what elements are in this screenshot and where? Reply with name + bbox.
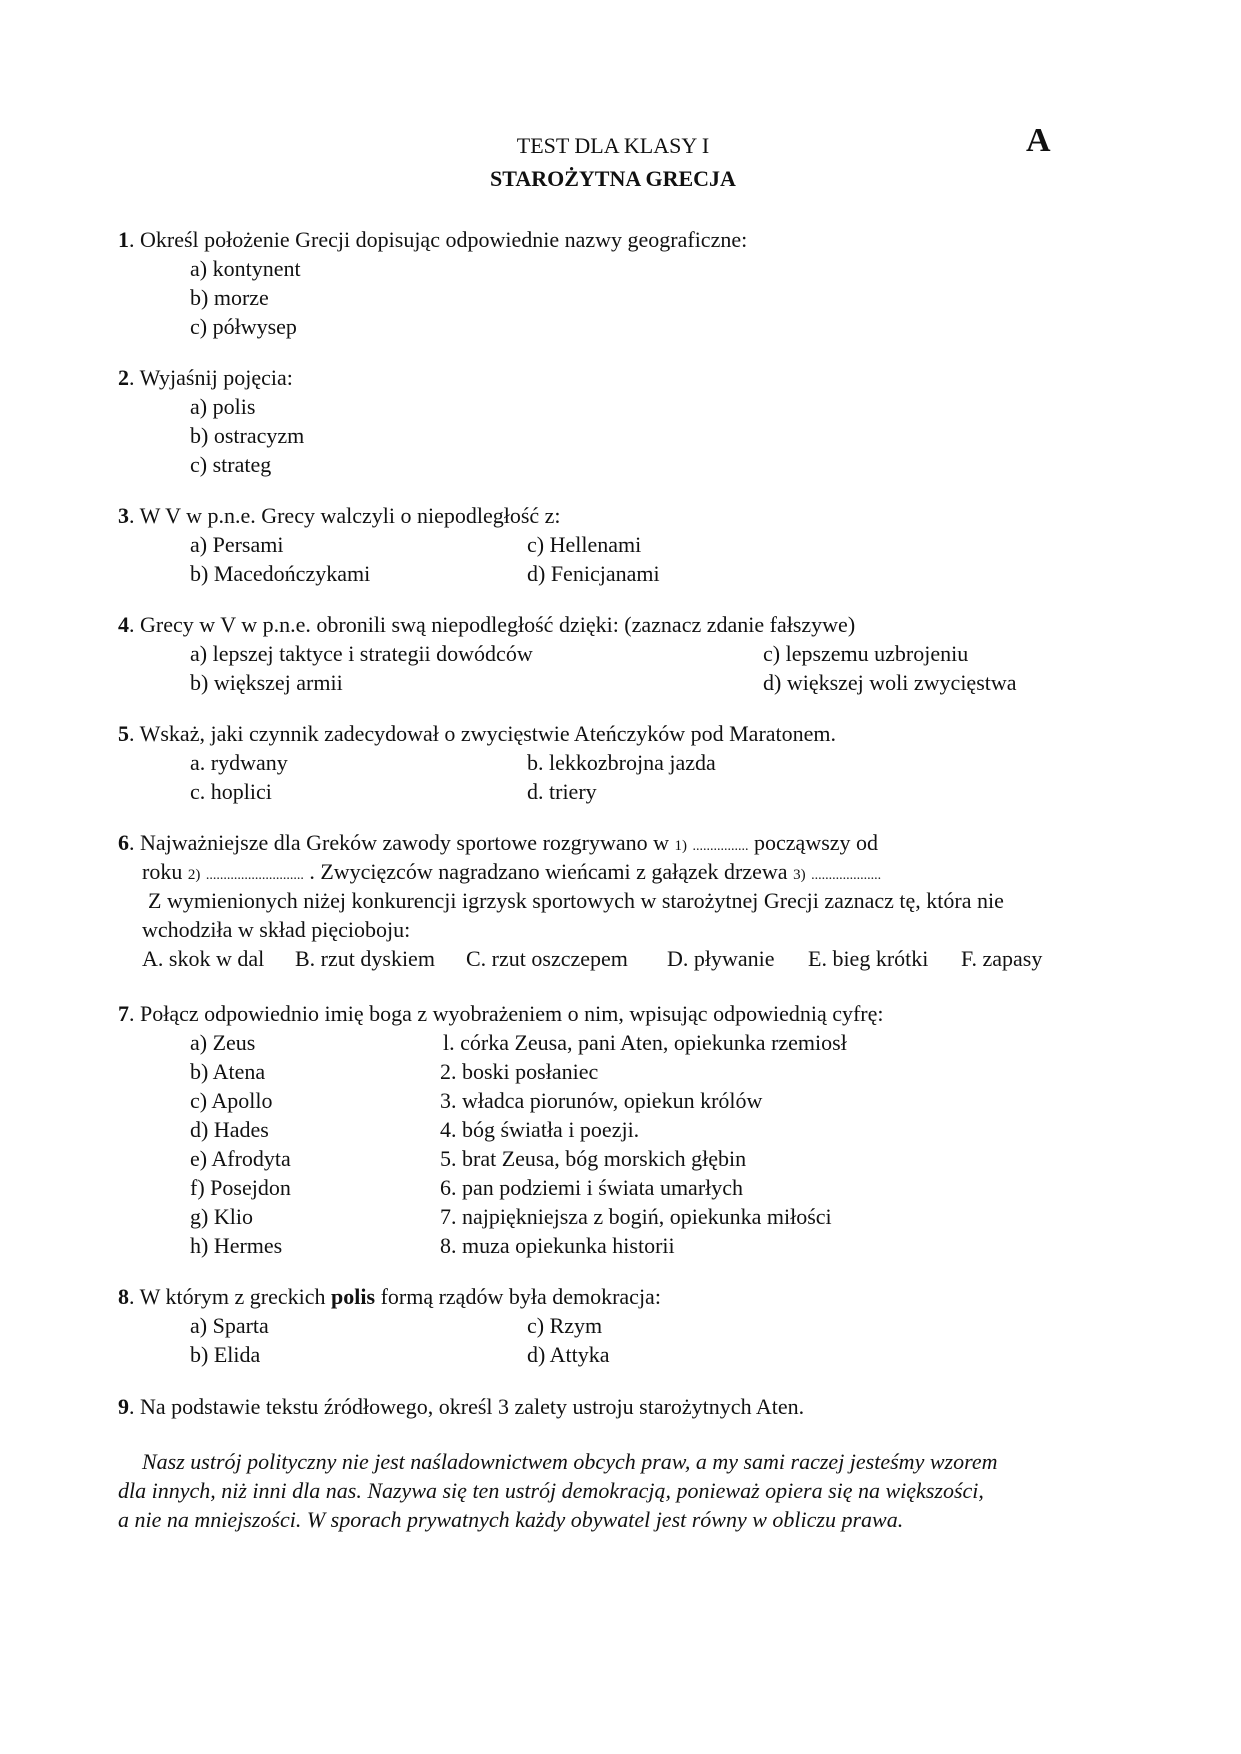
question-number: 9: [118, 1394, 129, 1419]
question-1: [118, 229, 747, 251]
option: b) Macedończykami: [190, 561, 371, 586]
option: b) Elida: [190, 1342, 261, 1367]
answer-gap[interactable]: ................: [692, 839, 749, 854]
god-name: a) Zeus: [190, 1030, 256, 1055]
question-number: 7: [118, 1001, 129, 1026]
option: d) Attyka: [527, 1342, 610, 1367]
gap-number: 1): [674, 838, 688, 854]
option: c) Rzym: [527, 1313, 603, 1338]
option: a) lepszej taktyce i strategii dowódców: [190, 641, 533, 666]
source-text-line: a nie na mniejszości. W sporach prywatnych każdy obywatel jest równy w obliczu prawa.: [118, 1507, 904, 1532]
option: D. pływanie: [667, 946, 775, 971]
question-5: [118, 723, 836, 745]
question-text: . Na podstawie tekstu źródłowego, określ 3 zalety ustroju starożytnych Aten.: [129, 1394, 805, 1419]
option: c. hoplici: [190, 779, 272, 804]
question-4: [118, 614, 855, 636]
option: c) strateg: [190, 452, 272, 477]
god-description: 3. władca piorunów, opiekun królów: [440, 1088, 763, 1113]
question-text: Z wymienionych niżej konkurencji igrzysk sportowych w starożytnej Grecji zaznacz tę, która nie: [148, 888, 1004, 913]
option: a. rydwany: [190, 750, 288, 775]
test-variant: A: [1026, 122, 1051, 159]
option: d) Fenicjanami: [527, 561, 660, 586]
god-name: h) Hermes: [190, 1233, 283, 1258]
question-text: formą rządów była demokracja:: [375, 1284, 661, 1309]
god-description: l. córka Zeusa, pani Aten, opiekunka rzemiosł: [443, 1030, 847, 1055]
question-text: . Określ położenie Grecji dopisując odpowiednie nazwy geograficzne:: [129, 227, 748, 252]
god-name: d) Hades: [190, 1117, 269, 1142]
question-number: 1: [118, 227, 129, 252]
question-number: 3: [118, 503, 129, 528]
question-number: 8: [118, 1284, 129, 1309]
option: a) Persami: [190, 532, 284, 557]
option: c) półwysep: [190, 314, 297, 339]
option: a) polis: [190, 394, 256, 419]
option: d. triery: [527, 779, 597, 804]
option: A. skok w dal: [142, 946, 265, 971]
answer-gap[interactable]: ....................: [811, 868, 882, 883]
option: b. lekkozbrojna jazda: [527, 750, 716, 775]
option: a) Sparta: [190, 1313, 269, 1338]
option: c) lepszemu uzbrojeniu: [763, 641, 969, 666]
option: d) większej woli zwycięstwa: [763, 670, 1017, 695]
option: b) większej armii: [190, 670, 343, 695]
option: c) Hellenami: [527, 532, 642, 557]
question-3: [118, 505, 561, 527]
source-text-line: dla innych, niż inni dla nas. Nazywa się ten ustrój demokracją, ponieważ opiera się na większości,: [118, 1478, 984, 1503]
option: F. zapasy: [961, 946, 1043, 971]
question-text: . Najważniejsze dla Greków zawody sportowe rozgrywano w: [129, 830, 675, 855]
god-description: 5. brat Zeusa, bóg morskich głębin: [440, 1146, 747, 1171]
question-keyword: polis: [331, 1284, 376, 1309]
question-text: . W którym z greckich: [129, 1284, 332, 1309]
question-text: . W V w p.n.e. Grecy walczyli o niepodległość z:: [129, 503, 561, 528]
question-text: . Wskaż, jaki czynnik zadecydował o zwycięstwie Ateńczyków pod Maratonem.: [129, 721, 837, 746]
question-text: . Zwycięzców nagradzano wieńcami z gałązek drzewa: [303, 859, 794, 884]
option: b) ostracyzm: [190, 423, 305, 448]
gap-number: 2): [187, 867, 201, 883]
question-text: . Połącz odpowiednio imię boga z wyobrażeniem o nim, wpisując odpowiednią cyfrę:: [129, 1001, 884, 1026]
option: B. rzut dyskiem: [295, 946, 435, 971]
question-2: [118, 367, 293, 389]
question-8: [118, 1286, 661, 1308]
question-number: 4: [118, 612, 129, 637]
question-9: [118, 1396, 804, 1418]
option: b) morze: [190, 285, 269, 310]
question-text: wchodziła w skład pięcioboju:: [142, 917, 411, 942]
god-description: 6. pan podziemi i świata umarłych: [440, 1175, 744, 1200]
answer-gap[interactable]: ............................: [205, 868, 304, 883]
question-text: roku: [142, 859, 188, 884]
test-title: TEST DLA KLASY I: [516, 133, 710, 158]
option: E. bieg krótki: [808, 946, 929, 971]
question-6: [118, 832, 878, 854]
gap-number: 3): [793, 867, 806, 883]
god-description: 4. bóg światła i poezji.: [440, 1117, 640, 1142]
god-description: 7. najpiękniejsza z bogiń, opiekunka miłości: [440, 1204, 832, 1229]
god-description: 8. muza opiekunka historii: [440, 1233, 675, 1258]
option: a) kontynent: [190, 256, 301, 281]
question-number: 6: [118, 830, 129, 855]
god-name: f) Posejdon: [190, 1175, 291, 1200]
question-7: [118, 1003, 884, 1025]
god-name: c) Apollo: [190, 1088, 273, 1113]
god-name: e) Afrodyta: [190, 1146, 291, 1171]
source-text-line: Nasz ustrój polityczny nie jest naśladownictwem obcych praw, a my sami raczej jesteśmy wzorem: [142, 1449, 998, 1474]
god-name: g) Klio: [190, 1204, 253, 1229]
god-description: 2. boski posłaniec: [440, 1059, 599, 1084]
question-text: . Wyjaśnij pojęcia:: [129, 365, 293, 390]
test-subtitle: STAROŻYTNA GRECJA: [490, 166, 736, 191]
question-number: 5: [118, 721, 129, 746]
question-number: 2: [118, 365, 129, 390]
question-text: . Grecy w V w p.n.e. obronili swą niepodległość dzięki: (zaznacz zdanie fałszywe): [129, 612, 856, 637]
question-6-line-2: [142, 861, 881, 883]
question-text: począwszy od: [748, 830, 879, 855]
option: C. rzut oszczepem: [466, 946, 628, 971]
god-name: b) Atena: [190, 1059, 266, 1084]
